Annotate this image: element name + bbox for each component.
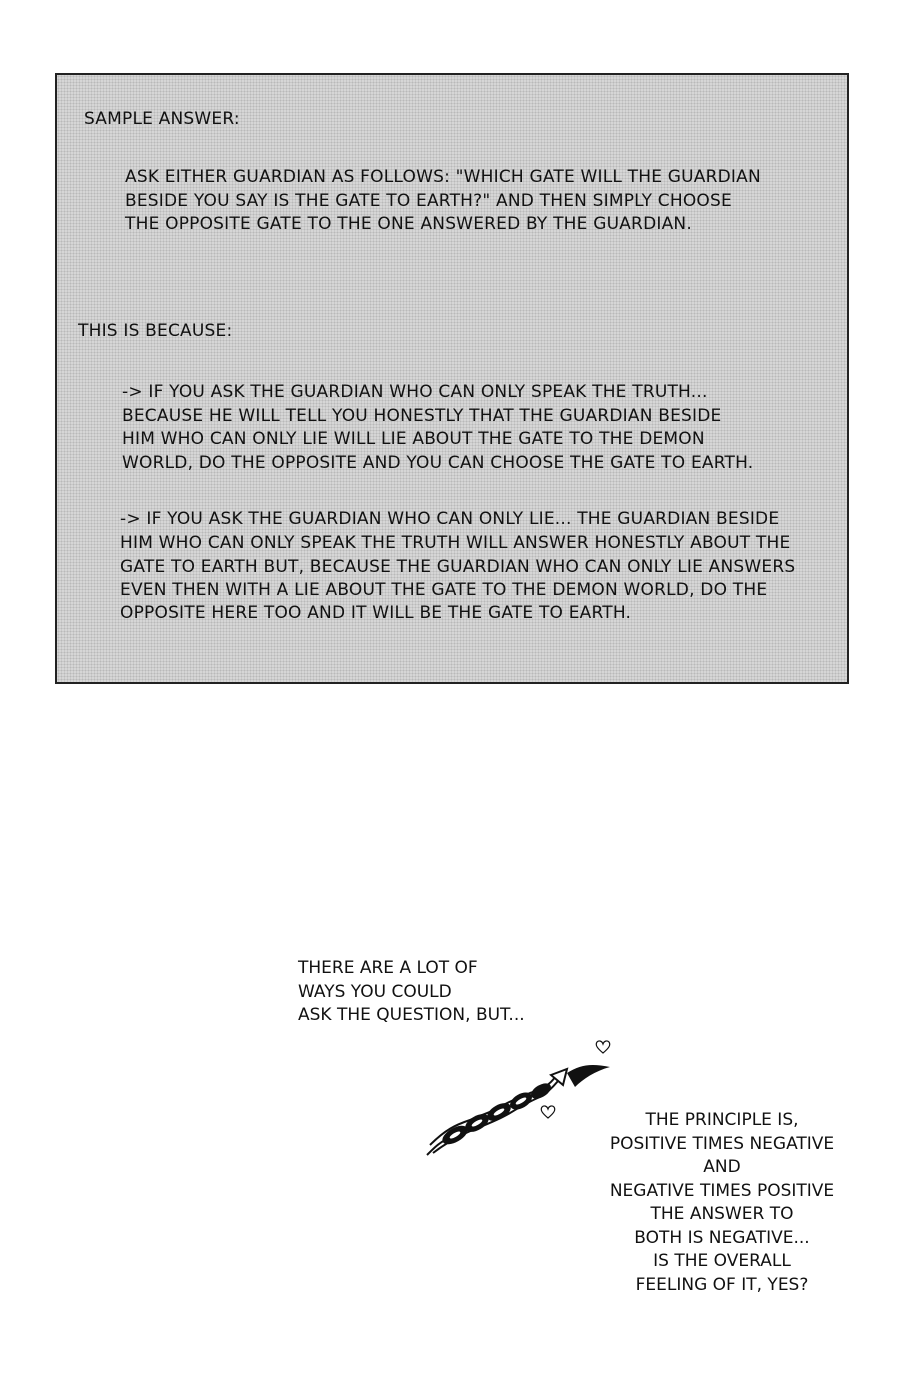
- sample-answer-heading: SAMPLE ANSWER:: [84, 109, 240, 129]
- note2-line-2: POSITIVE TIMES NEGATIVE: [609, 1134, 835, 1154]
- reason2-line-2: HIM WHO CAN ONLY SPEAK THE TRUTH WILL ANSWER HONESTLY ABOUT THE: [120, 533, 791, 553]
- reason1-line-3: HIM WHO CAN ONLY LIE WILL LIE ABOUT THE GATE TO THE DEMON: [122, 429, 705, 449]
- note2-line-8: FEELING OF IT, YES?: [635, 1275, 809, 1295]
- answer-line-2: BESIDE YOU SAY IS THE GATE TO EARTH?" AND THEN SIMPLY CHOOSE: [125, 191, 732, 211]
- braid-drawing-icon: [425, 1035, 625, 1165]
- answer-line-3: THE OPPOSITE GATE TO THE ONE ANSWERED BY THE GUARDIAN.: [125, 214, 692, 234]
- note2-line-5: THE ANSWER TO: [650, 1204, 794, 1224]
- this-is-because-heading: THIS IS BECAUSE:: [78, 321, 233, 341]
- note2-line-6: BOTH IS NEGATIVE...: [634, 1228, 810, 1248]
- reason1-line-4: WORLD, DO THE OPPOSITE AND YOU CAN CHOOSE THE GATE TO EARTH.: [122, 453, 754, 473]
- reason1-line-2: BECAUSE HE WILL TELL YOU HONESTLY THAT THE GUARDIAN BESIDE: [122, 406, 722, 426]
- reason2-line-4: EVEN THEN WITH A LIE ABOUT THE GATE TO THE DEMON WORLD, DO THE: [120, 580, 768, 600]
- note2-line-4: NEGATIVE TIMES POSITIVE: [609, 1181, 835, 1201]
- reason1-line-1: -> IF YOU ASK THE GUARDIAN WHO CAN ONLY SPEAK THE TRUTH...: [122, 382, 708, 402]
- note1-line-3: ASK THE QUESTION, BUT...: [298, 1005, 525, 1025]
- note1-line-2: WAYS YOU COULD: [298, 982, 452, 1002]
- note2-line-7: IS THE OVERALL: [653, 1251, 791, 1271]
- reason2-line-5: OPPOSITE HERE TOO AND IT WILL BE THE GATE TO EARTH.: [120, 603, 632, 623]
- heart-icon: [595, 1040, 611, 1054]
- reason2-line-1: -> IF YOU ASK THE GUARDIAN WHO CAN ONLY LIE... THE GUARDIAN BESIDE: [120, 509, 780, 529]
- note2-line-1: THE PRINCIPLE IS,: [645, 1110, 799, 1130]
- note2-line-3: AND: [703, 1157, 741, 1177]
- answer-line-1: ASK EITHER GUARDIAN AS FOLLOWS: "WHICH GATE WILL THE GUARDIAN: [125, 167, 761, 187]
- note1-line-1: THERE ARE A LOT OF: [298, 958, 478, 978]
- reason2-line-3: GATE TO EARTH BUT, BECAUSE THE GUARDIAN WHO CAN ONLY LIE ANSWERS: [120, 557, 796, 577]
- heart-icon: [540, 1105, 556, 1119]
